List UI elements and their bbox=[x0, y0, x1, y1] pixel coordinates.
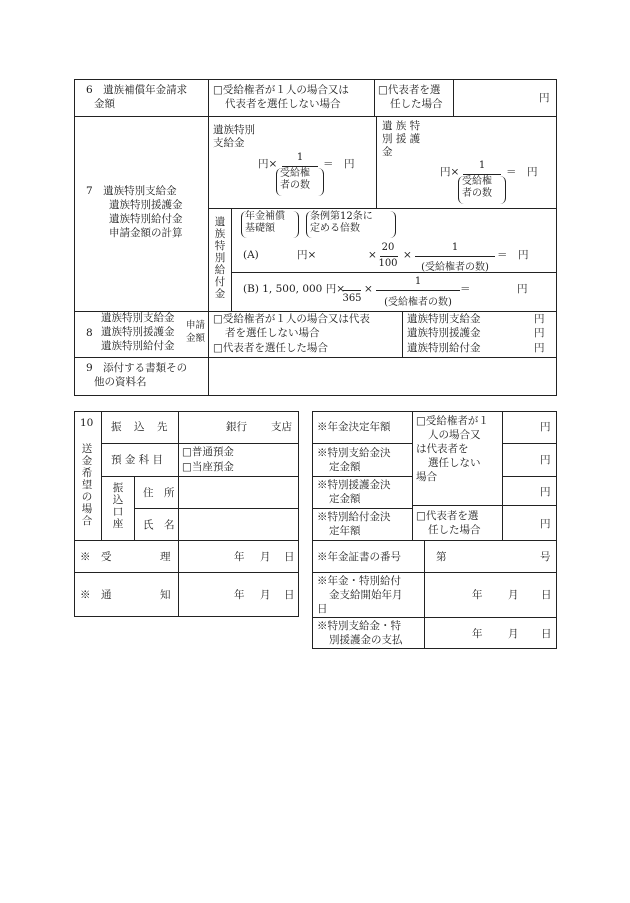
r2-label-2: 定金額 bbox=[329, 461, 361, 473]
tsuchi-hi: 日 bbox=[284, 589, 295, 601]
row-divider bbox=[502, 476, 557, 477]
row-divider bbox=[312, 617, 557, 618]
kyufu-multiple-2: 定める倍数 bbox=[310, 223, 360, 234]
row8-side-2: 金額 bbox=[186, 333, 206, 344]
row8-label-3: 遺族特別給付金 bbox=[101, 340, 175, 352]
fraction-line bbox=[282, 166, 318, 167]
pay-tsuki: 月 bbox=[508, 628, 519, 640]
cert-label: ※年金証書の番号 bbox=[317, 551, 401, 563]
label-divider bbox=[208, 79, 209, 396]
row8-label: 遺族特別支給金 bbox=[101, 312, 175, 324]
kyufu-multiple-1: 条例第12条に bbox=[310, 211, 373, 222]
tsuchi-tsuki: 月 bbox=[260, 589, 271, 601]
start-tsuki: 月 bbox=[508, 589, 519, 601]
engo-label-3: 金 bbox=[382, 146, 393, 158]
row6-unit: 円 bbox=[539, 92, 550, 104]
name-label: 氏 名 bbox=[143, 519, 175, 531]
unit-3: 円 bbox=[540, 486, 551, 498]
kyufu-vertical-label: 遺族特別給付金 bbox=[214, 216, 226, 300]
formula-b-den1: 365 bbox=[342, 293, 362, 304]
row6-divider bbox=[374, 79, 375, 116]
row-divider bbox=[74, 540, 299, 541]
row-divider bbox=[312, 540, 557, 541]
name-input[interactable] bbox=[180, 510, 297, 538]
shikyu-numerator: 1 bbox=[296, 152, 304, 163]
option-rep[interactable]: □代表者を選 bbox=[416, 510, 479, 522]
row8-label-2: 遺族特別援護金 bbox=[101, 326, 175, 338]
formula-b-times: × bbox=[364, 283, 373, 295]
row-divider bbox=[74, 357, 557, 358]
row7-label-3: 遺族特別給付金 bbox=[109, 213, 183, 225]
option-single-5: 場合 bbox=[416, 471, 437, 483]
engo-den-1: 受給権 bbox=[462, 176, 492, 187]
start-nen: 年 bbox=[472, 589, 483, 601]
row6-option-rep[interactable]: □代表者を選 bbox=[378, 84, 441, 96]
formula-a-num2: 1 bbox=[451, 242, 459, 253]
kyufu-base-1: 年金補償 bbox=[245, 211, 285, 222]
payment-label-2: 別援護金の支払 bbox=[329, 634, 403, 646]
row6-label: 6 遺族補償年金請求 bbox=[86, 84, 188, 96]
branch-label: 支店 bbox=[271, 421, 292, 433]
option-single-4: 選任しない bbox=[428, 457, 481, 469]
row9-input[interactable] bbox=[210, 359, 555, 394]
shikyu-denominator bbox=[276, 168, 324, 196]
row8-option-single[interactable]: □受給権者が１人の場合又は代表 bbox=[213, 313, 370, 325]
row9-label-2: 他の資料名 bbox=[94, 376, 147, 388]
engo-den-2: 者の数 bbox=[462, 188, 492, 199]
cert-dai: 第 bbox=[436, 551, 447, 563]
formula-b-unit: 円 bbox=[517, 283, 528, 295]
remittance-vertical-label: 送金希望の場合 bbox=[81, 443, 93, 527]
formula-a-times2: × bbox=[403, 249, 412, 261]
option-rep-2: 任した場合 bbox=[428, 524, 481, 536]
r4-label: ※特別給付金決 bbox=[317, 511, 391, 523]
row7-divider bbox=[231, 272, 557, 273]
row8-amount-2: 遺族特別援護金 bbox=[407, 327, 481, 339]
row-divider bbox=[312, 443, 412, 444]
juri-nen: 年 bbox=[234, 551, 245, 563]
shikyu-label-2: 支給金 bbox=[213, 137, 245, 149]
tsuchi-label-2: 知 bbox=[160, 589, 171, 601]
fraction-line bbox=[343, 290, 361, 291]
row8-amount-1: 遺族特別支給金 bbox=[407, 313, 481, 325]
row-divider bbox=[74, 116, 557, 117]
formula-b-den2: (受給権者の数) bbox=[384, 297, 452, 308]
engo-eq: ＝ 円 bbox=[506, 166, 538, 178]
row7-label: 7 遺族特別支給金 bbox=[86, 185, 177, 197]
r3-label: ※特別援護金決 bbox=[317, 479, 391, 491]
start-date-label: ※年金・特別給付 bbox=[317, 575, 401, 587]
row8-divider bbox=[402, 311, 403, 357]
r3-label-2: 定金額 bbox=[329, 493, 361, 505]
formula-a-den2: (受給権者の数) bbox=[421, 262, 489, 273]
col-divider bbox=[178, 411, 179, 617]
shikyu-den-1: 受給権 bbox=[280, 168, 310, 179]
shikyu-formula-yen: 円× bbox=[258, 158, 278, 170]
start-date-label-3: 日 bbox=[317, 603, 328, 615]
row8-unit-1: 円 bbox=[534, 313, 545, 325]
row-divider bbox=[134, 508, 299, 509]
row-divider bbox=[101, 443, 299, 444]
formula-a-yen: 円× bbox=[297, 249, 317, 261]
row7-divider bbox=[376, 116, 377, 208]
r1-label: ※年金決定年額 bbox=[317, 421, 391, 433]
payment-label: ※特別支給金・特 bbox=[317, 620, 401, 632]
option-single-3: は代表者を bbox=[416, 443, 469, 455]
row8-unit-2: 円 bbox=[534, 327, 545, 339]
shikyu-den-2: 者の数 bbox=[280, 180, 310, 191]
juri-label-2: 理 bbox=[160, 551, 171, 563]
r2-label: ※特別支給金決 bbox=[317, 447, 391, 459]
fraction-line bbox=[415, 256, 495, 257]
row9-label: 9 添付する書類その bbox=[86, 362, 188, 374]
formula-b-num2: 1 bbox=[414, 276, 422, 287]
fraction-line bbox=[380, 256, 398, 257]
formula-a-label: (A) bbox=[243, 249, 259, 261]
row-divider bbox=[74, 572, 299, 573]
option-single[interactable]: □受給権者が１ bbox=[416, 415, 489, 427]
unit-4: 円 bbox=[540, 518, 551, 530]
row8-unit-3: 円 bbox=[534, 342, 545, 354]
tsuchi-nen: 年 bbox=[234, 589, 245, 601]
row6-option-single[interactable]: □受給権者が１人の場合又は bbox=[213, 84, 349, 96]
formula-b-prefix: (B) 1, 500, 000 円× bbox=[243, 283, 345, 295]
row-divider bbox=[101, 476, 299, 477]
start-hi: 日 bbox=[541, 589, 552, 601]
formula-a-eq: ＝ 円 bbox=[497, 249, 529, 261]
kyufu-base-2: 基礎額 bbox=[245, 223, 275, 234]
row6-label-2: 金額 bbox=[94, 98, 115, 110]
address-label: 住 所 bbox=[143, 487, 175, 499]
row-divider bbox=[312, 476, 412, 477]
engo-label-2: 別 援 護 bbox=[382, 133, 421, 145]
pay-hi: 日 bbox=[541, 628, 552, 640]
juri-label: ※ 受 bbox=[80, 551, 112, 563]
furikomi-label: 振 込 先 bbox=[111, 421, 169, 433]
row-divider bbox=[412, 505, 557, 506]
row8-option-rep[interactable]: □代表者を選任した場合 bbox=[213, 342, 328, 354]
row-divider bbox=[502, 443, 557, 444]
unit-1: 円 bbox=[540, 421, 551, 433]
row7-divider bbox=[231, 208, 232, 311]
row8-number: 8 bbox=[86, 327, 93, 339]
row6-option-rep-2: 任した場合 bbox=[390, 98, 443, 110]
formula-a-times: × bbox=[368, 249, 377, 261]
formula-a-den1: 100 bbox=[378, 258, 398, 269]
fraction-line bbox=[463, 174, 501, 175]
row8-side-1: 申請 bbox=[186, 320, 206, 331]
section-10-number: 10 bbox=[80, 417, 94, 429]
row7-label-4: 申請金額の計算 bbox=[109, 227, 183, 239]
bank-label: 銀行 bbox=[226, 421, 247, 433]
kyufu-multiple-paren bbox=[306, 211, 396, 238]
formula-b-eq: ＝ bbox=[460, 283, 471, 295]
yokin-toza[interactable]: □当座預金 bbox=[182, 461, 234, 473]
address-input[interactable] bbox=[180, 478, 297, 506]
row7-divider bbox=[208, 208, 557, 209]
yokin-futsu[interactable]: □普通預金 bbox=[182, 446, 234, 458]
option-single-2: 人の場合又 bbox=[428, 429, 481, 441]
start-date-label-2: 金支給開始年月 bbox=[329, 589, 403, 601]
row6-option-single-2: 代表者を選任しない場合 bbox=[225, 98, 341, 110]
engo-denominator bbox=[458, 176, 506, 204]
engo-formula-yen: 円× bbox=[440, 166, 460, 178]
tsuchi-label: ※ 通 bbox=[80, 589, 112, 601]
yokin-label: 預 金 科 目 bbox=[111, 454, 164, 466]
kyufu-base-paren bbox=[241, 211, 299, 238]
shikyu-eq: ＝ 円 bbox=[323, 158, 355, 170]
row-divider bbox=[312, 508, 412, 509]
row6-divider bbox=[453, 79, 454, 116]
formula-a-num1: 20 bbox=[381, 242, 395, 253]
row8-option-single-2: 者を選任しない場合 bbox=[225, 327, 320, 339]
row7-label-2: 遺族特別援護金 bbox=[109, 199, 183, 211]
engo-numerator: 1 bbox=[478, 160, 486, 171]
col-divider bbox=[424, 540, 425, 572]
koza-vertical-label: 振込口座 bbox=[112, 482, 124, 530]
fraction-line bbox=[376, 290, 460, 291]
juri-hi: 日 bbox=[284, 551, 295, 563]
row8-amount-3: 遺族特別給付金 bbox=[407, 342, 481, 354]
cert-go: 号 bbox=[540, 551, 551, 563]
pay-nen: 年 bbox=[472, 628, 483, 640]
col-divider bbox=[412, 411, 413, 540]
engo-label: 遺 族 特 bbox=[382, 120, 421, 132]
shikyu-label: 遺族特別 bbox=[213, 124, 255, 136]
juri-tsuki: 月 bbox=[260, 551, 271, 563]
r4-label-2: 定年額 bbox=[329, 525, 361, 537]
unit-2: 円 bbox=[540, 454, 551, 466]
row-divider bbox=[312, 572, 557, 573]
col-divider bbox=[424, 572, 425, 649]
